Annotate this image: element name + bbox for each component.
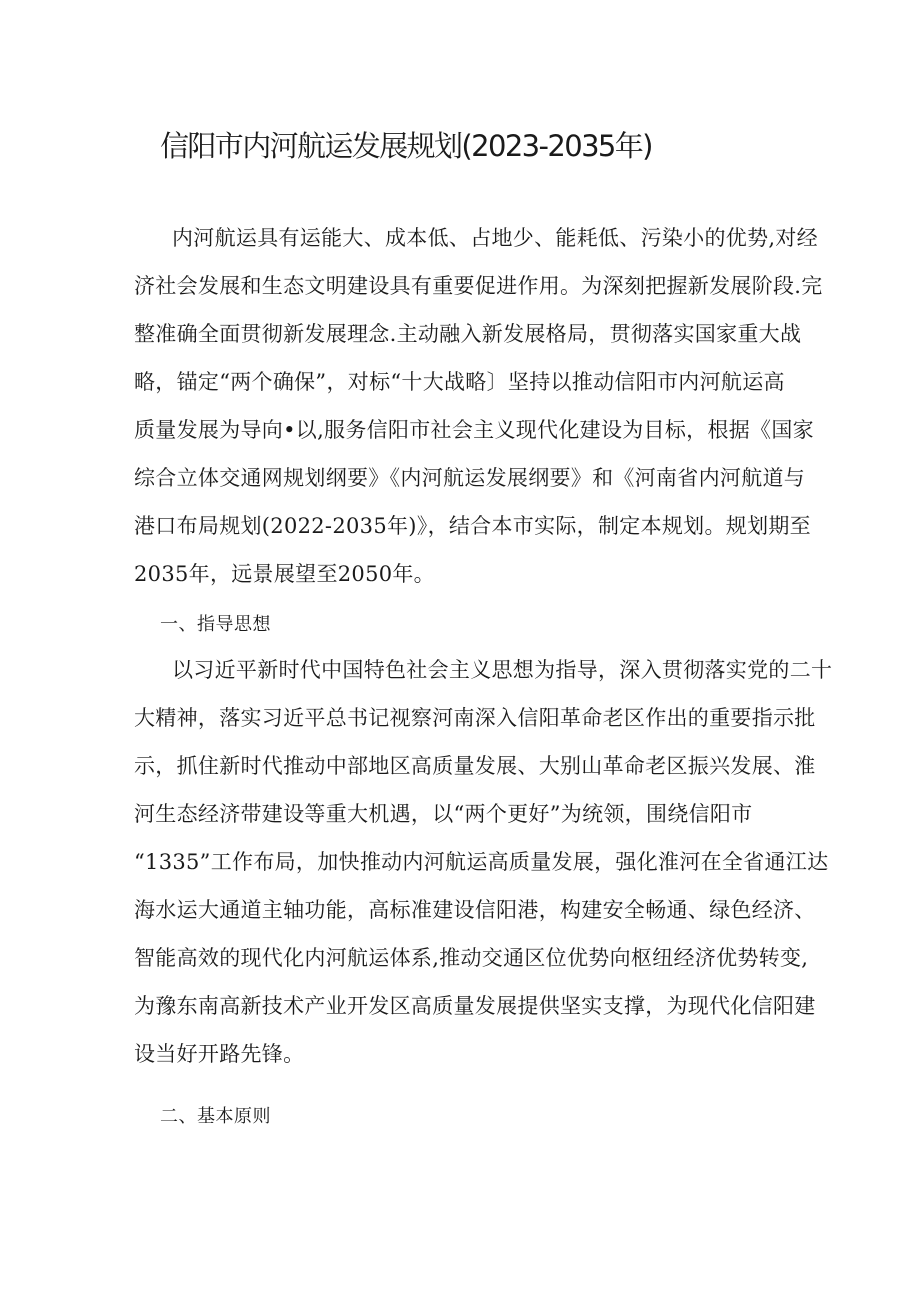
paragraph-line: 海水运大通道主轴功能，高标准建设信阳港，构建安全畅通、绿色经济、 — [134, 898, 816, 922]
paragraph-line: 质量发展为导向•以,服务信阳市社会主义现代化建设为目标，根据《国家 — [134, 418, 814, 442]
paragraph-line: 为豫东南高新技术产业开发区高质量发展提供坚实支撑，为现代化信阳建 — [134, 994, 816, 1018]
guiding-ideology-paragraph — [134, 646, 833, 1078]
paragraph-line: 以习近平新时代中国特色社会主义思想为指导，深入贯彻落实党的二十 — [172, 658, 833, 682]
paragraph-line: 河生态经济带建设等重大机遇，以“两个更好”为统领，围绕信阳市 — [134, 802, 753, 826]
paragraph-line: 内河航运具有运能大、成本低、占地少、能耗低、污染小的优势,对经 — [172, 226, 818, 250]
section-heading-guiding-ideology: 一、指导思想 — [160, 614, 271, 635]
paragraph-line: 济社会发展和生态文明建设具有重要促进作用。为深刻把握新发展阶段.完 — [134, 274, 823, 298]
paragraph-line: 2035年，远景展望至2050年。 — [134, 562, 435, 586]
intro-paragraph — [134, 214, 823, 598]
paragraph-line: “1335”工作布局，加快推动内河航运高质量发展，强化淮河在全省通江达 — [134, 850, 829, 874]
paragraph-line: 示，抓住新时代推动中部地区高质量发展、大别山革命老区振兴发展、淮 — [134, 754, 816, 778]
paragraph-line: 智能高效的现代化内河航运体系,推动交通区位优势向枢纽经济优势转变, — [134, 946, 809, 970]
section-heading-basic-principles: 二、基本原则 — [160, 1106, 271, 1127]
paragraph-line: 略，锚定“两个确保”，对标“十大战略〕坚持以推动信阳市内河航运高 — [134, 370, 785, 394]
paragraph-line: 设当好开路先锋。 — [134, 1042, 305, 1066]
paragraph-line: 大精神，落实习近平总书记视察河南深入信阳革命老区作出的重要指示批 — [134, 706, 816, 730]
paragraph-line: 港口布局规划(2022-2035年)》，结合本市实际，制定本规划。规划期至 — [134, 514, 811, 538]
document-title: 信阳市内河航运发展规划(2023-2035年) — [160, 129, 652, 163]
paragraph-line: 整准确全面贯彻新发展理念.主动融入新发展格局，贯彻落实国家重大战 — [134, 322, 802, 346]
paragraph-line: 综合立体交通网规划纲要》《内河航运发展纲要》和《河南省内河航道与 — [134, 466, 806, 490]
